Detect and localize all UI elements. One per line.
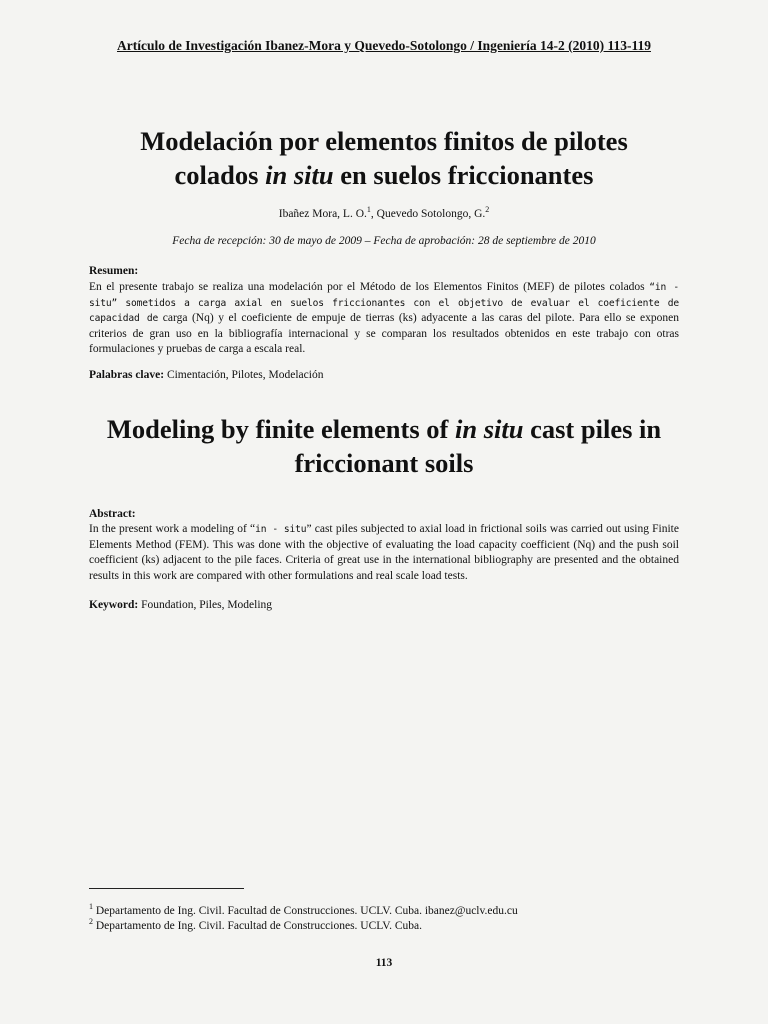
title-english-line-2: friccionant soils bbox=[294, 448, 474, 478]
footnote-1 bbox=[89, 902, 518, 917]
author-1-mark: 1 bbox=[366, 205, 371, 214]
title-spanish-line-2 bbox=[60, 158, 708, 192]
abstract-text-start: In the present work a modeling of “ bbox=[89, 523, 256, 535]
title-english-text: Modeling by finite elements of bbox=[106, 414, 455, 444]
keyword-label: Keyword: bbox=[89, 599, 139, 611]
page-number: 113 bbox=[375, 957, 393, 969]
footnote-rule bbox=[89, 888, 244, 889]
resumen-line-2: “in - situ” sometidos a carga axial en suelos friccionantes con el objetivo de evaluar el coeficiente de capacidad de bbox=[89, 282, 679, 324]
title-spanish-text-end: en suelos friccionantes bbox=[333, 160, 594, 190]
title-english-line-1 bbox=[60, 412, 708, 446]
author-2: Quevedo Sotolongo, G. bbox=[376, 207, 486, 220]
abstract-text bbox=[89, 522, 679, 584]
footnote-2-mark: 2 bbox=[89, 917, 93, 926]
dates-line: Fecha de recepción: 30 de mayo de 2009 – Fecha de aprobación: 28 de septiembre de 2010 bbox=[172, 235, 596, 247]
abstract-label: Abstract: bbox=[89, 508, 136, 520]
title-spanish-italic: in situ bbox=[265, 160, 334, 190]
title-english-italic: in situ bbox=[454, 414, 524, 444]
title-english-text-end: cast piles in bbox=[523, 414, 662, 444]
resumen-text bbox=[89, 280, 679, 358]
abstract-text-insitu: in - situ bbox=[255, 524, 307, 535]
resumen-line-3: carga (Nq) y el coeficiente de empuje de tierras (ks) adyacente a las caras del pilote. Para ello se exponen criterios de gran uso en la bibliografía internacional y se comparan los resultados obtenidos en este trabajo con otras formulaciones y pruebas de carga a escala real. bbox=[89, 312, 680, 355]
palabras-clave bbox=[89, 369, 323, 381]
author-1: Ibañez Mora, L. O. bbox=[278, 207, 367, 220]
resumen-label: Resumen: bbox=[89, 265, 139, 277]
palabras-clave-value: Cimentación, Pilotes, Modelación bbox=[164, 369, 324, 381]
title-spanish bbox=[60, 124, 708, 192]
resumen-line-1: En el presente trabajo se realiza una modelación por el Método de los Elementos Finitos (MEF) de pilotes colados bbox=[89, 281, 645, 293]
title-spanish-text: colados bbox=[174, 160, 266, 190]
keyword bbox=[89, 599, 272, 611]
footnote-2-text: Departamento de Ing. Civil. Facultad de Construcciones. UCLV. Cuba. bbox=[93, 919, 422, 932]
palabras-clave-label: Palabras clave: bbox=[89, 369, 165, 381]
title-spanish-line-1: Modelación por elementos finitos de pilotes bbox=[140, 126, 628, 156]
footnote-1-text: Departamento de Ing. Civil. Facultad de Construcciones. UCLV. Cuba. ibanez@uclv.edu.cu bbox=[93, 904, 518, 917]
running-head: Artículo de Investigación Ibanez-Mora y Quevedo-Sotolongo / Ingeniería 14-2 (2010) 113-119 bbox=[117, 38, 651, 53]
authors bbox=[60, 205, 708, 220]
author-separator: , bbox=[370, 207, 377, 220]
keyword-value: Foundation, Piles, Modeling bbox=[138, 599, 273, 611]
abstract-text-rest: ” cast piles subjected to axial load in frictional soils was carried out using Finite Elements Method (FEM). This was done with the objective of evaluating the load capacity coefficient (Nq) and the push soil coefficient (ks) adjacent to the pile faces. Criteria of great use in the international bibliography are presented and the obtained results in this work are compared with other formulations and real scale load tests. bbox=[89, 523, 679, 582]
author-2-mark: 2 bbox=[485, 205, 490, 214]
title-english bbox=[60, 412, 708, 480]
footnote-1-mark: 1 bbox=[89, 902, 93, 911]
footnote-2 bbox=[89, 917, 422, 932]
